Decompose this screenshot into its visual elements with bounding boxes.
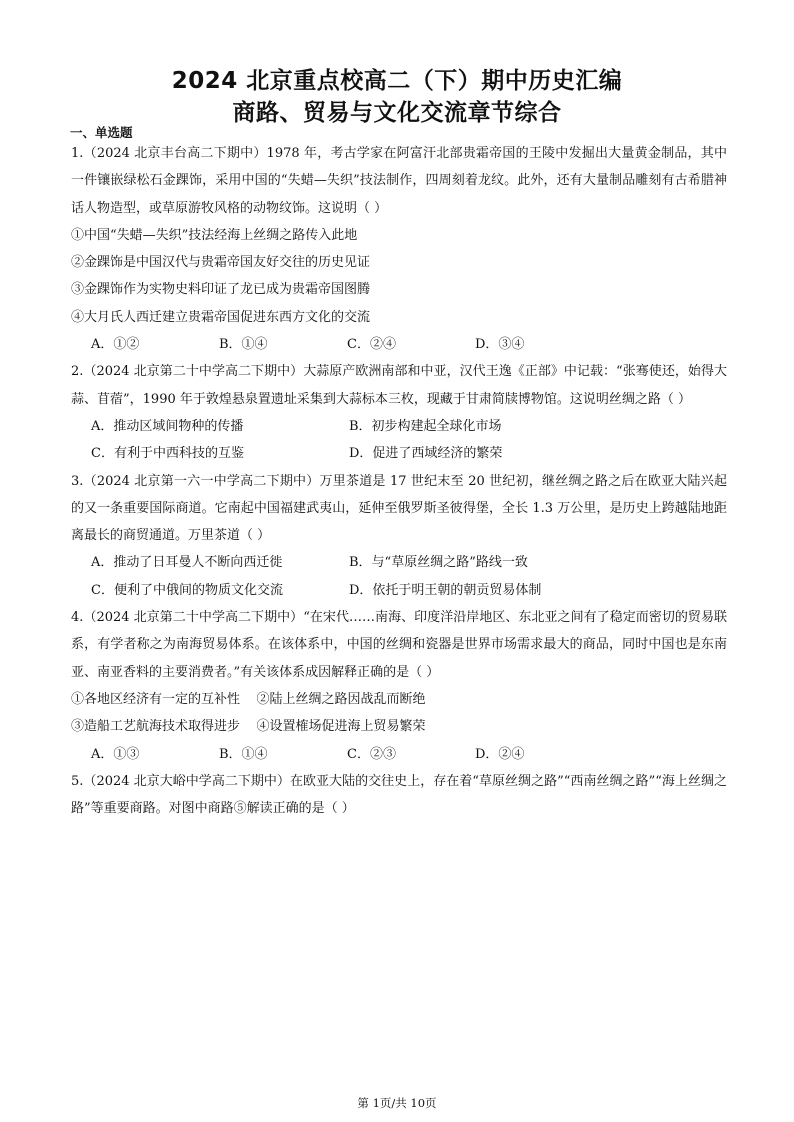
question-list	[71, 140, 727, 822]
question-4-statements-2: ③造船工艺航海技术取得进步 ④设置榷场促进海上贸易繁荣	[71, 719, 426, 735]
question-4-stem: 4.（2024 北京第二十中学高二下期中）“在宋代……南海、印度洋沿岸地区、东北亚之间有了稳定而密切的贸易联系，有学者称之为南海贸易体系。在该体系中，中国的丝绸和瓷器是世界市场需求最大的商品，同时中国也是东南亚、南亚香料的主要消费者。”有关该体系成因解释正确的是（ ）	[71, 610, 727, 680]
question-1-stem: 1.（2024 北京丰台高二下期中）1978 年，考古学家在阿富汗北部贵霜帝国的王陵中发掘出大量黄金制品，其中一件镶嵌绿松石金踝饰，采用中国的“失蜡—失织”技法制作，四周刻着龙纹。此外，还有大量制品雕刻有古希腊神话人物造型，或草原游牧风格的动物纹饰。这说明（ ）	[71, 146, 727, 216]
option-d: D．③④	[475, 337, 525, 353]
option-c: C．有利于中西科技的互鉴	[91, 446, 244, 462]
option-c: C．②③	[347, 746, 396, 762]
option-d: D．促进了西域经济的繁荣	[349, 446, 503, 462]
question-1-statement-1: ①中国“失蜡—失织”技法经海上丝绸之路传入此地	[71, 227, 358, 243]
document-title: 2024 北京重点校高二（下）期中历史汇编	[171, 68, 623, 94]
question-1-options	[71, 331, 727, 358]
option-b: B．①④	[219, 337, 268, 353]
section-heading: 一、单选题	[70, 125, 133, 140]
question-2-stem: 2.（2024 北京第二十中学高二下期中）大蒜原产欧洲南部和中亚，汉代王逸《正部》中记载：“张骞使还，始得大蒜、苜蓿”，1990 年于敦煌悬泉置遗址采集到大蒜标本三枚，现藏于甘肃简牍博物馆。这说明丝绸之路（ ）	[71, 364, 727, 407]
option-b: B．初步构建起全球化市场	[349, 418, 502, 434]
question-1-statement-3: ③金踝饰作为实物史料印证了龙已成为贵霜帝国图腾	[71, 282, 371, 298]
question-5-stem: 5.（2024 北京大峪中学高二下期中）在欧亚大陆的交往史上，存在着“草原丝绸之路”“西南丝绸之路”“海上丝绸之路”等重要商路。对图中商路⑤解读正确的是（ ）	[71, 773, 727, 817]
page-footer: 第 1页/共 10页	[357, 1096, 437, 1110]
question-1-statement-4: ④大月氏人西迁建立贵霜帝国促进东西方文化的交流	[71, 309, 371, 325]
question-2-options-row-2	[71, 440, 727, 467]
question-1-statement-2: ②金踝饰是中国汉代与贵霜帝国友好交往的历史见证	[71, 255, 371, 271]
option-c: C．便利了中俄间的物质文化交流	[91, 582, 283, 598]
option-a: A．推动区域间物种的传播	[91, 418, 244, 434]
document-subtitle: 商路、贸易与文化交流章节综合	[232, 100, 562, 126]
option-d: D．②④	[475, 746, 525, 762]
question-4-statements-1: ①各地区经济有一定的互补性 ②陆上丝绸之路因战乱而断绝	[71, 691, 426, 707]
question-4-options	[71, 741, 727, 768]
option-b: B．与“草原丝绸之路”路线一致	[349, 555, 528, 571]
option-a: A．①②	[91, 337, 140, 353]
question-3-stem: 3.（2024 北京第一六一中学高二下期中）万里茶道是 17 世纪末至 20 世纪初，继丝绸之路之后在欧亚大陆兴起的又一条重要国际商道。它南起中国福建武夷山，延伸至俄罗斯圣彼得堡，全长 1.3 万公里，是历史上跨越陆地距离最长的商贸通道。万里茶道（ ）	[71, 473, 727, 544]
option-a: A．推动了日耳曼人不断向西迁徙	[91, 555, 283, 571]
option-a: A．①③	[91, 746, 140, 762]
question-3-options-row-2	[71, 577, 727, 604]
option-c: C．②④	[347, 337, 396, 353]
option-b: B．①④	[219, 746, 268, 762]
question-3-options-row-1	[71, 549, 727, 576]
option-d: D．依托于明王朝的朝贡贸易体制	[349, 582, 542, 598]
question-2-options-row-1	[71, 413, 727, 440]
